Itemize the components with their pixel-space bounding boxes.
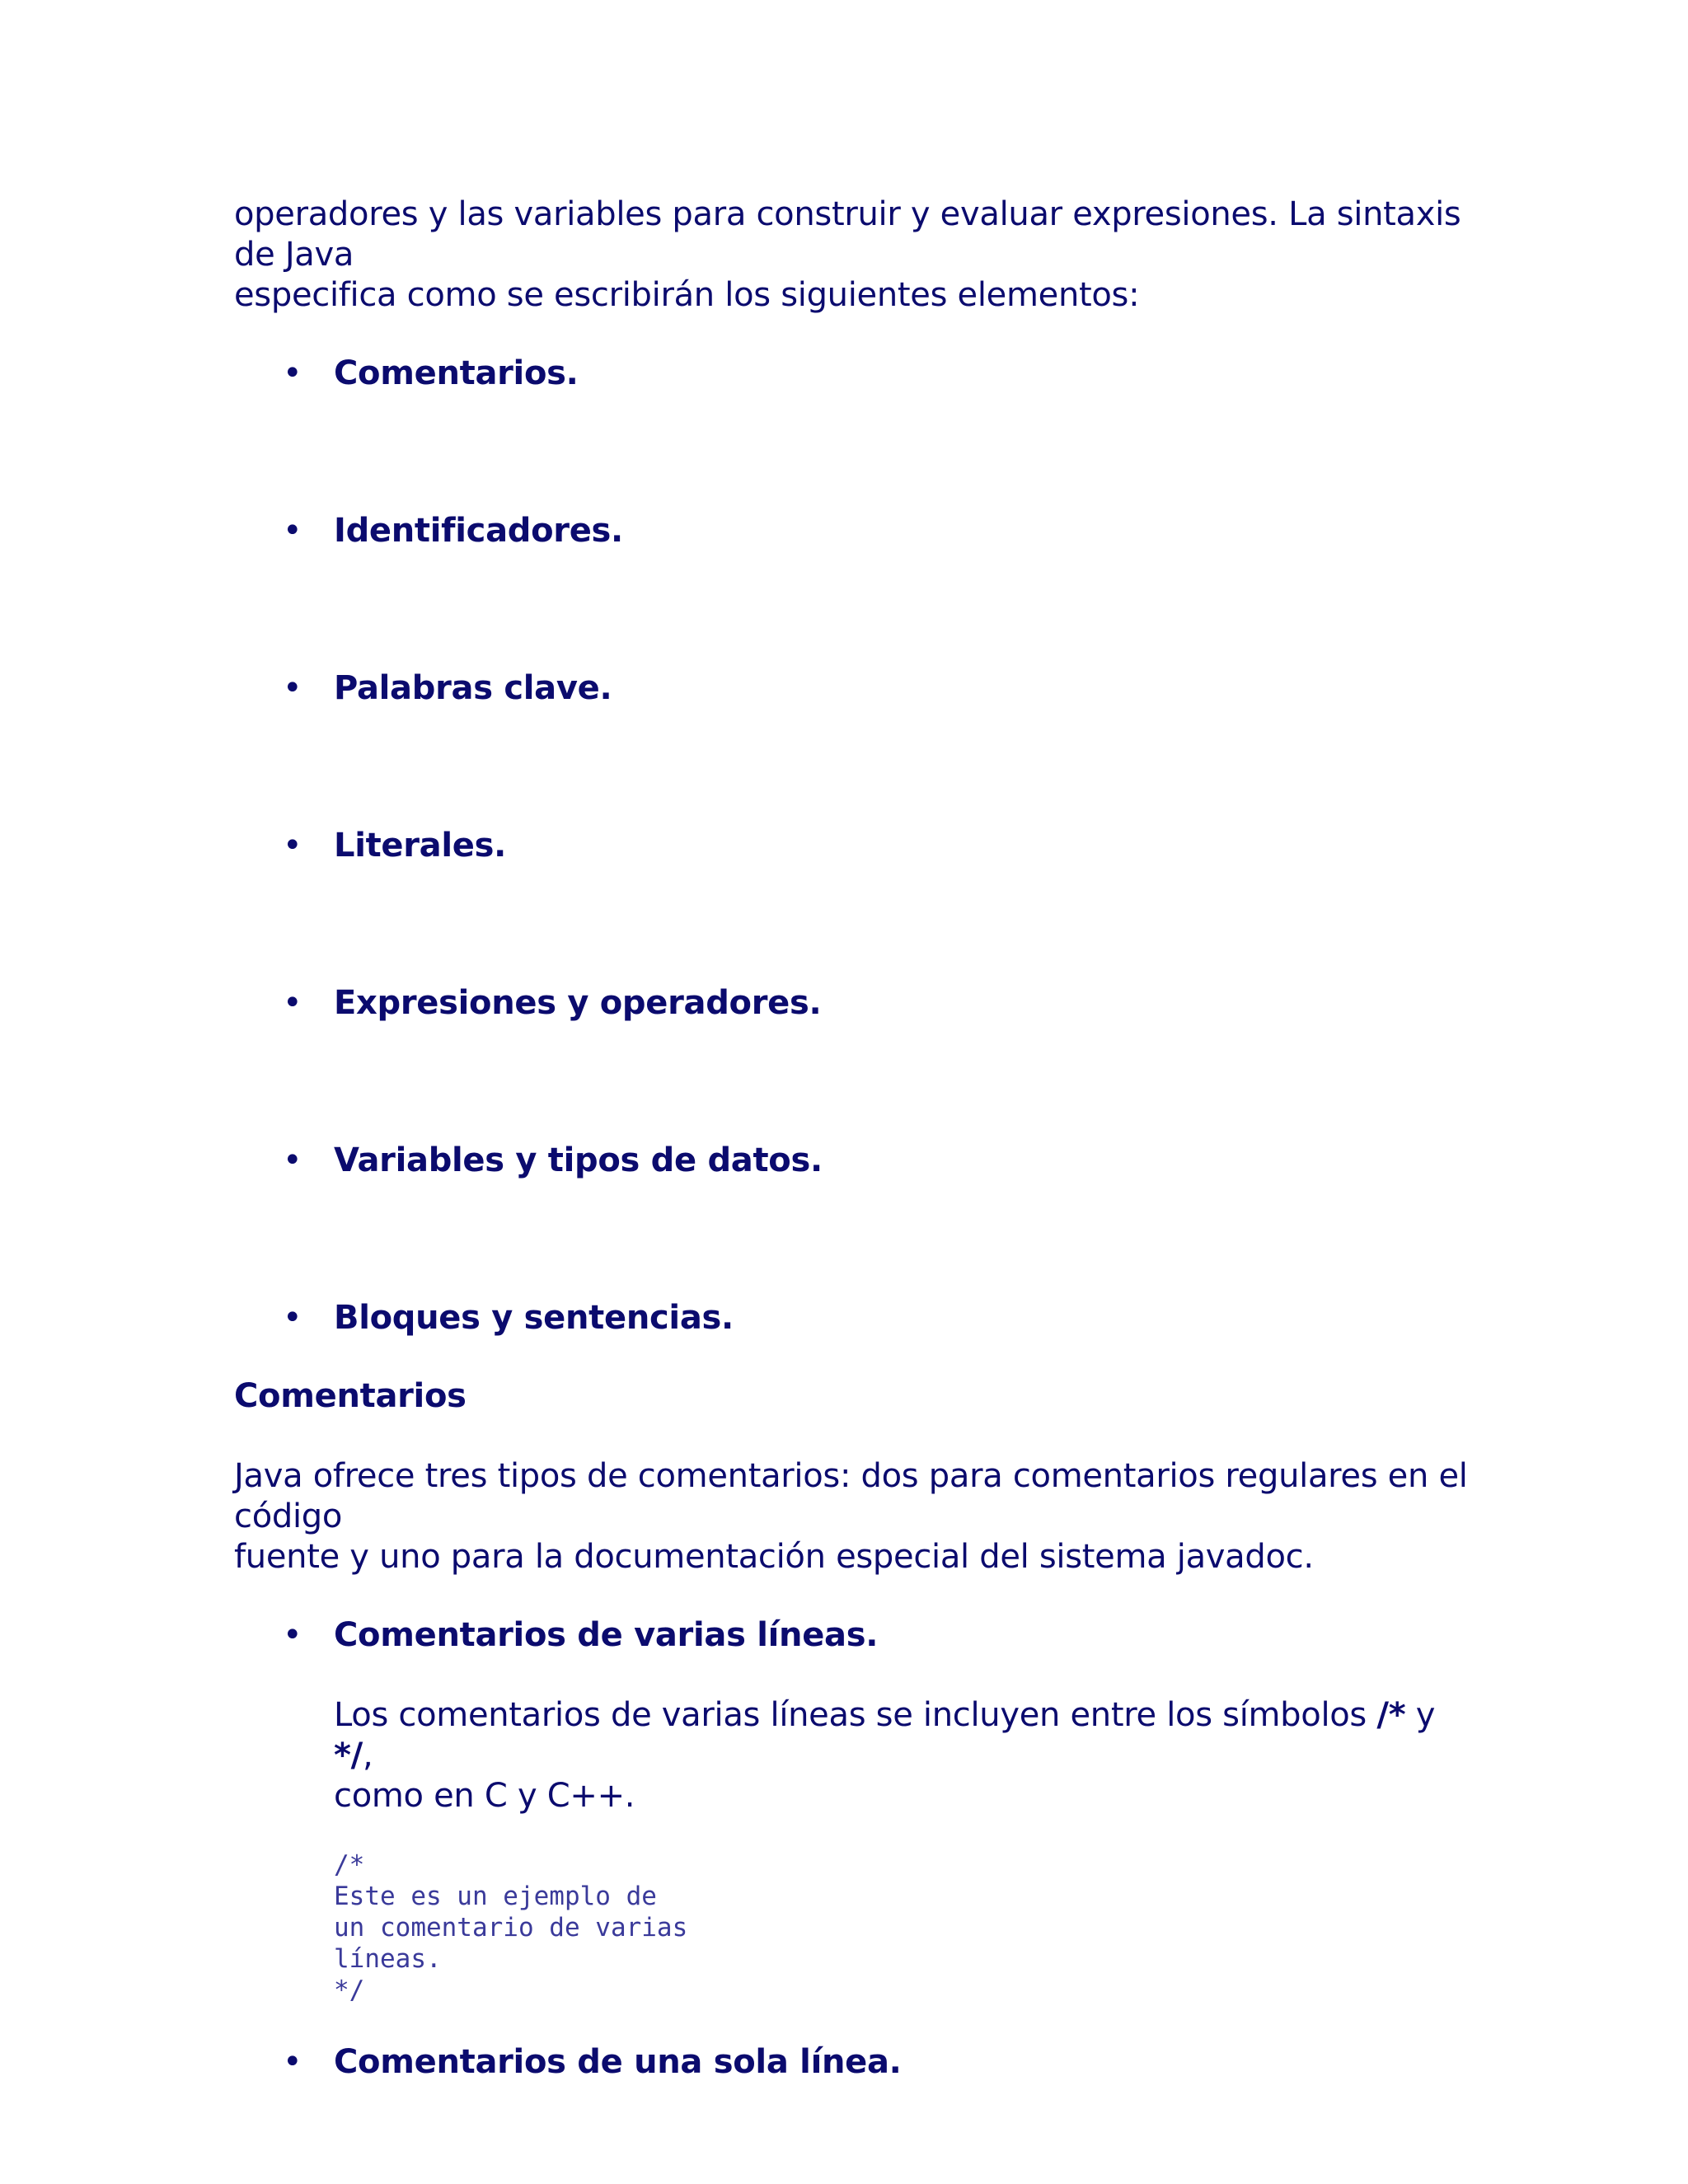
list-item-label: Expresiones y operadores. — [334, 984, 822, 1022]
symbol-close-comment: */ — [334, 1736, 363, 1774]
bullet-icon: • — [283, 354, 302, 392]
list-item — [234, 1298, 1470, 1338]
list-item — [234, 826, 1470, 866]
singleline-title: Comentarios de una sola línea. — [334, 2043, 902, 2081]
intro-paragraph — [234, 194, 1470, 316]
code-line: líneas. — [334, 1944, 442, 1974]
section-description-line-2: fuente y uno para la documentación especial del sistema javadoc. — [234, 1538, 1314, 1576]
list-item-label: Variables y tipos de datos. — [334, 1141, 823, 1179]
list-item-label: Comentarios. — [334, 354, 579, 392]
multiline-text-comma: , — [362, 1736, 373, 1774]
list-item — [234, 1141, 1470, 1181]
multiline-text-line-2: como en C y C++. — [334, 1777, 635, 1815]
code-line: */ — [334, 1975, 365, 2005]
bullet-icon: • — [283, 827, 302, 865]
code-line: Este es un ejemplo de — [334, 1882, 657, 1911]
bullet-icon: • — [283, 2043, 302, 2081]
code-example — [334, 1849, 1470, 2006]
code-line: un comentario de varias — [334, 1913, 688, 1943]
section-description-line-1: Java ofrece tres tipos de comentarios: dos para comentarios regulares en el código — [234, 1457, 1468, 1535]
code-line: /* — [334, 1850, 365, 1880]
list-item — [234, 983, 1470, 1024]
intro-line-2: especifica como se escribirán los siguientes elementos: — [234, 276, 1140, 314]
list-item — [234, 511, 1470, 551]
comment-types-list-cont — [234, 2042, 1470, 2083]
symbol-open-comment: /* — [1376, 1696, 1406, 1734]
document-page — [234, 194, 1470, 2083]
bullet-icon: • — [283, 512, 302, 550]
list-item-label: Bloques y sentencias. — [334, 1299, 734, 1337]
syntax-elements-list — [234, 354, 1470, 1338]
multiline-body — [234, 1695, 1470, 2006]
bullet-icon: • — [283, 669, 302, 707]
section-description — [234, 1456, 1470, 1577]
section-heading: Comentarios — [234, 1377, 467, 1415]
list-item-singleline — [234, 2042, 1470, 2083]
comment-types-list — [234, 1615, 1470, 1656]
bullet-icon: • — [283, 984, 302, 1022]
list-item — [234, 668, 1470, 709]
multiline-description — [334, 1695, 1470, 1816]
intro-line-1: operadores y las variables para construir y evaluar expresiones. La sintaxis de Java — [234, 195, 1461, 274]
multiline-text-and: y — [1405, 1696, 1436, 1734]
list-item-label: Literales. — [334, 827, 507, 865]
list-item-multiline — [234, 1615, 1470, 1656]
list-item — [234, 354, 1470, 394]
list-item-label: Palabras clave. — [334, 669, 612, 707]
multiline-text-before: Los comentarios de varias líneas se incluyen entre los símbolos — [334, 1696, 1377, 1734]
bullet-icon: • — [283, 1616, 302, 1654]
list-item-label: Identificadores. — [334, 512, 623, 550]
bullet-icon: • — [283, 1299, 302, 1337]
multiline-title: Comentarios de varias líneas. — [334, 1616, 879, 1654]
bullet-icon: • — [283, 1141, 302, 1179]
